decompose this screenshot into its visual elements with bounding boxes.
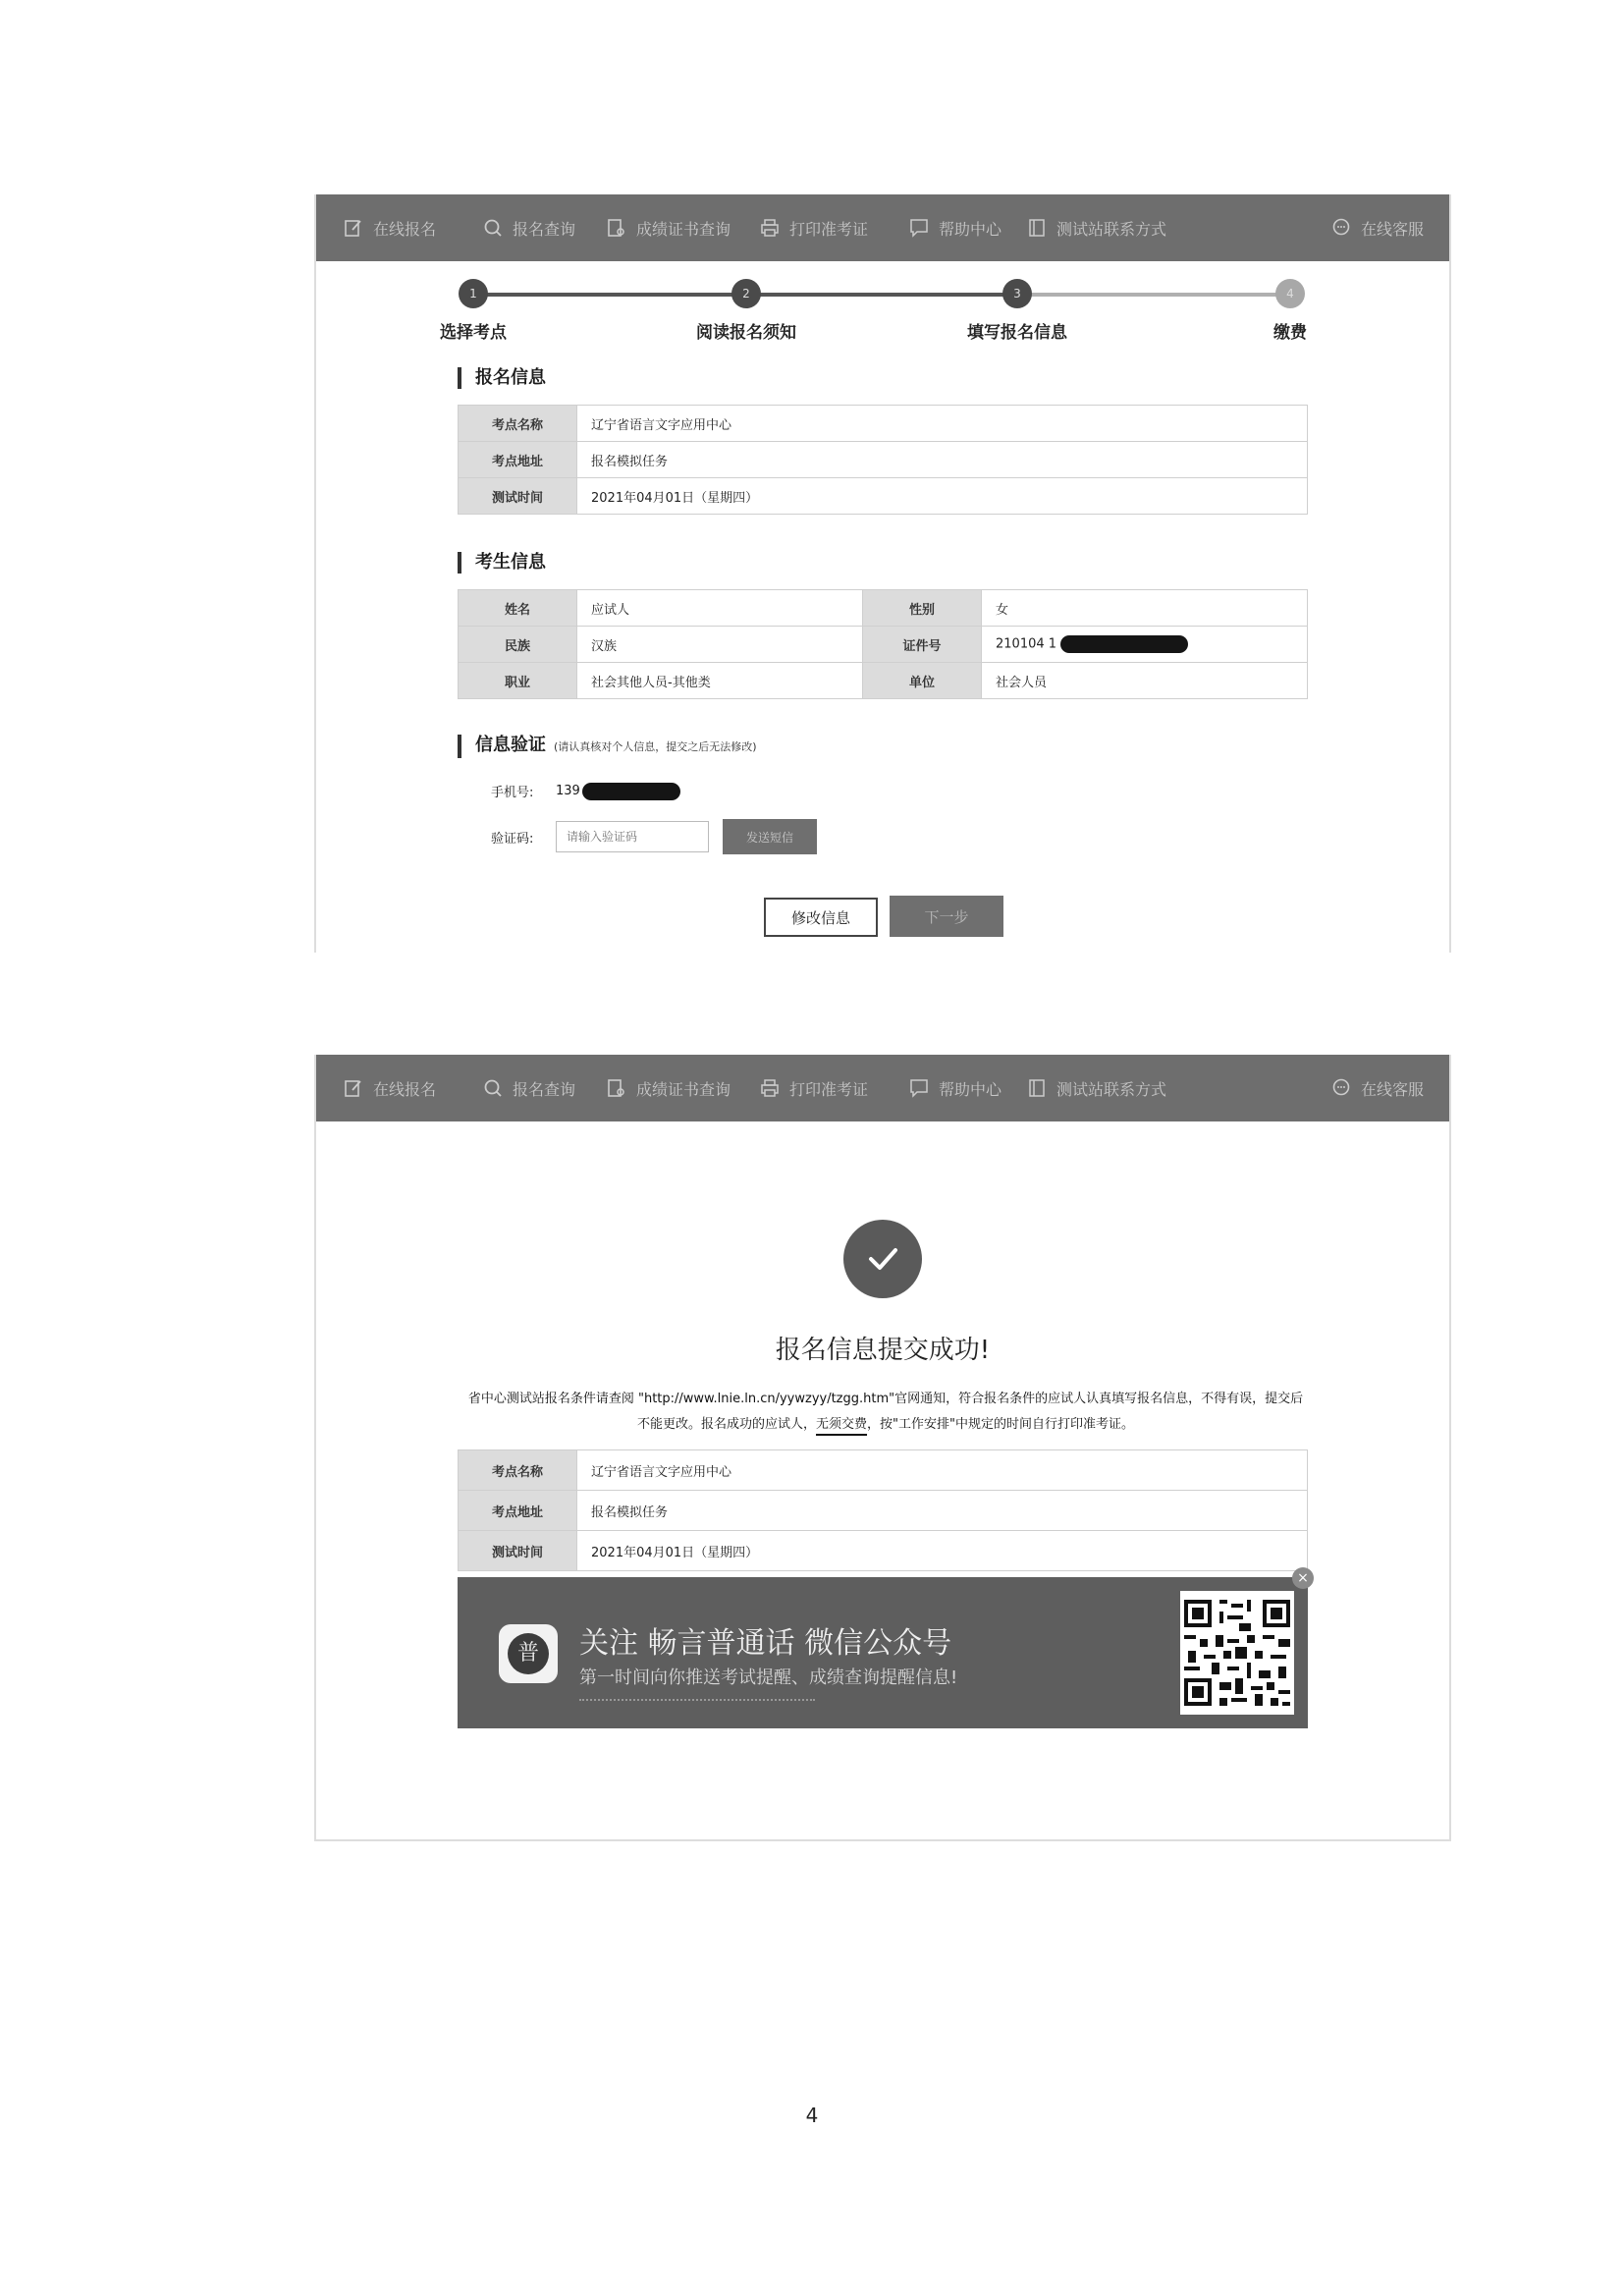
contact-book-icon xyxy=(1027,1078,1047,1098)
nav-item-online-service[interactable]: 在线客服 xyxy=(1331,1055,1424,1121)
step-fill-info: 3 填写报名信息 xyxy=(939,271,1096,343)
comment-icon xyxy=(909,1078,929,1098)
table-row: 姓名 应试人 性别 女 xyxy=(459,590,1308,627)
wechat-banner-subtitle: 第一时间向你推送考试提醒、成绩查询提醒信息! xyxy=(579,1667,958,1688)
progress-stepper xyxy=(316,271,1449,343)
nav-item-signup-query[interactable]: 报名查询 xyxy=(483,194,575,261)
table-row: 测试时间 2021年04月01日（星期四） xyxy=(459,1531,1308,1571)
verify-title: 信息验证 (请认真核对个人信息，提交之后无法修改) xyxy=(458,735,757,758)
step-read-notice: 2 阅读报名须知 xyxy=(668,271,825,343)
app-logo: 普 xyxy=(499,1624,558,1683)
table-row: 职业 社会其他人员-其他类 单位 社会人员 xyxy=(459,663,1308,699)
redacted-phone-mark xyxy=(582,783,680,800)
table-row: 考点名称 辽宁省语言文字应用中心 xyxy=(459,1450,1308,1491)
next-step-button[interactable]: 下一步 xyxy=(890,896,1003,937)
phone-value: 139 xyxy=(556,784,580,798)
page-number: 4 xyxy=(805,2104,819,2127)
send-sms-button[interactable]: 发送短信 xyxy=(723,819,817,854)
id-number-cell: 210104 1 xyxy=(982,627,1308,663)
signup-info-title: 报名信息 xyxy=(458,367,546,389)
verification-code-input[interactable] xyxy=(556,821,709,852)
code-row: 验证码: 请输入验证码 发送短信 xyxy=(491,819,817,854)
signup-success-screenshot xyxy=(314,1055,1451,1841)
edit-icon xyxy=(344,1078,363,1098)
phone-row: 手机号: 139 xyxy=(491,782,680,800)
redacted-id-mark xyxy=(1060,635,1188,653)
step-number: 1 xyxy=(459,279,488,308)
chat-bubble-icon xyxy=(1331,218,1351,238)
nav-item-score-query[interactable]: 成绩证书查询 xyxy=(607,1055,731,1121)
nav-item-online-signup[interactable]: 在线报名 xyxy=(344,194,436,261)
step-number: 3 xyxy=(1002,279,1032,308)
candidate-info-title: 考生信息 xyxy=(458,552,546,574)
nav-item-contact[interactable]: 测试站联系方式 xyxy=(1027,1055,1166,1121)
success-check-icon xyxy=(843,1220,922,1298)
table-row: 民族 汉族 证件号 210104 1 xyxy=(459,627,1308,663)
success-title: 报名信息提交成功! xyxy=(775,1336,991,1365)
printer-icon xyxy=(760,1078,780,1098)
chat-bubble-icon xyxy=(1331,1078,1351,1098)
nav-item-online-signup[interactable]: 在线报名 xyxy=(344,1055,436,1121)
step-payment: 4 缴费 xyxy=(1212,271,1369,343)
document-search-icon xyxy=(607,218,626,238)
candidate-info-table xyxy=(458,589,1308,699)
no-fee-highlight: 无须交费 xyxy=(816,1417,868,1432)
modify-info-button[interactable]: 修改信息 xyxy=(764,898,878,937)
search-icon xyxy=(483,218,503,238)
nav-item-print-ticket[interactable]: 打印准考证 xyxy=(760,194,868,261)
printer-icon xyxy=(760,218,780,238)
comment-icon xyxy=(909,218,929,238)
nav-item-contact[interactable]: 测试站联系方式 xyxy=(1027,194,1166,261)
nav-item-help-center[interactable]: 帮助中心 xyxy=(909,1055,1001,1121)
nav-item-score-query[interactable]: 成绩证书查询 xyxy=(607,194,731,261)
document-search-icon xyxy=(607,1078,626,1098)
close-icon[interactable]: × xyxy=(1292,1567,1314,1589)
table-row: 考点地址 报名模拟任务 xyxy=(459,1491,1308,1531)
success-notice: 省中心测试站报名条件请查阅 "http://www.lnie.ln.cn/yywzyy/tzgg.htm"官网通知，符合报名条件的应试人认真填写报名信息，不得有误，提交后不能更改。报名成功的应试人，无须交费，按"工作安排"中规定的时间自行打印准考证。 xyxy=(467,1392,1304,1432)
contact-book-icon xyxy=(1027,218,1047,238)
table-row: 考点名称 辽宁省语言文字应用中心 xyxy=(459,406,1308,442)
signup-form-screenshot xyxy=(314,194,1451,953)
signup-info-table xyxy=(458,405,1308,515)
top-navbar xyxy=(316,194,1449,261)
search-icon xyxy=(483,1078,503,1098)
success-info-table xyxy=(458,1449,1308,1571)
step-select-site: 1 选择考点 xyxy=(395,271,552,343)
qr-code-image xyxy=(1180,1591,1294,1715)
step-number: 4 xyxy=(1275,279,1305,308)
wechat-follow-banner xyxy=(458,1570,1309,1728)
wechat-banner-title: 关注 畅言普通话 微信公众号 xyxy=(579,1626,952,1661)
edit-icon xyxy=(344,218,363,238)
step-number: 2 xyxy=(731,279,761,308)
nav-item-signup-query[interactable]: 报名查询 xyxy=(483,1055,575,1121)
nav-item-help-center[interactable]: 帮助中心 xyxy=(909,194,1001,261)
top-navbar xyxy=(316,1055,1449,1121)
table-row: 测试时间 2021年04月01日（星期四） xyxy=(459,478,1308,515)
banner-fine-print xyxy=(579,1699,815,1707)
table-row: 考点地址 报名模拟任务 xyxy=(459,442,1308,478)
nav-item-print-ticket[interactable]: 打印准考证 xyxy=(760,1055,868,1121)
nav-item-online-service[interactable]: 在线客服 xyxy=(1331,194,1424,261)
